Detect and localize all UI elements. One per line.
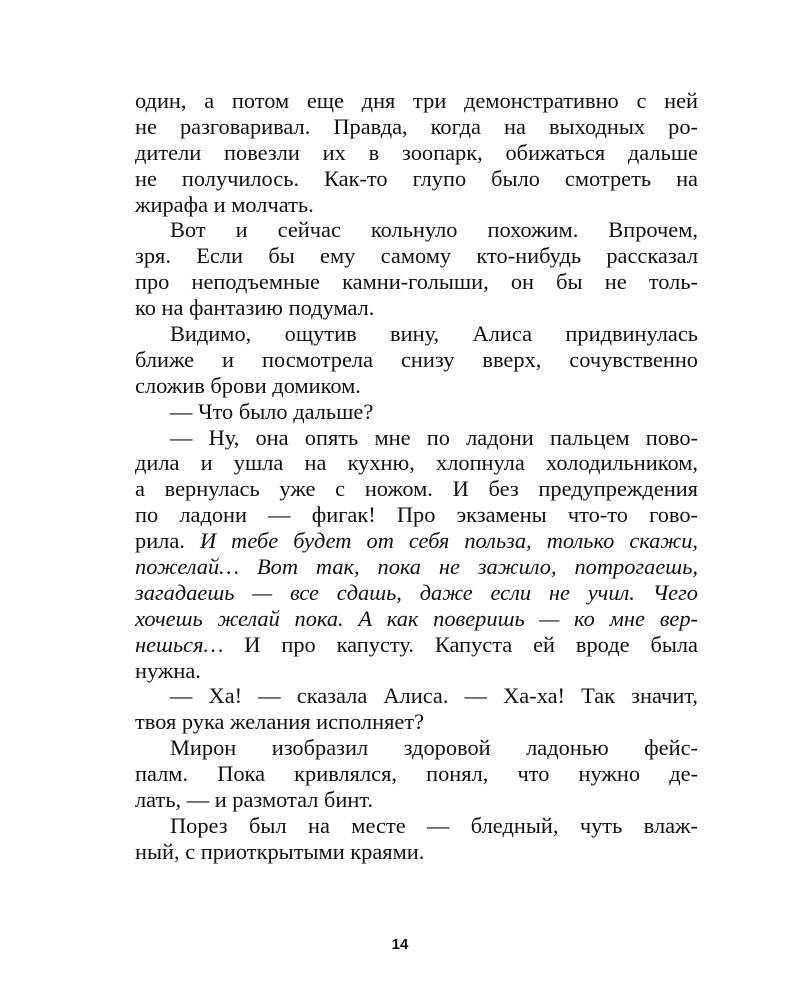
text-segment: по ладони — фигак! Про экзамены что-то гово- [135, 502, 698, 528]
text-segment: Вот и сейчас кольнуло похожим. Впрочем, [170, 217, 698, 243]
text-line [135, 269, 698, 295]
text-line [135, 709, 698, 735]
text-segment: про неподъемные камни-голыши, он бы не толь- [135, 269, 698, 295]
text-line [135, 140, 698, 166]
text-line [135, 476, 698, 502]
text-segment: — Что было дальше? [170, 398, 374, 424]
text-segment: лать, — и размотал бинт. [135, 787, 374, 813]
text-segment: зря. Если бы ему самому кто-нибудь рассказал [135, 243, 698, 269]
italic-text-segment: загадаешь — все сдашь, даже если не учил. Чего [135, 579, 698, 605]
text-segment: а вернулась уже с ножом. И без предупреждения [135, 476, 698, 502]
text-segment: палм. Пока кривлялся, понял, что нужно де- [135, 761, 698, 787]
text-segment: не получилось. Как-то глупо было смотреть на [135, 165, 698, 191]
text-segment: Видимо, ощутив вину, Алиса придвинулась [170, 321, 698, 347]
text-segment: нужна. [135, 657, 201, 683]
text-line [135, 813, 698, 839]
text-line [135, 632, 698, 658]
text-line [135, 658, 698, 684]
text-segment: жирафа и молчать. [135, 191, 314, 217]
text-segment: один, а потом еще дня три демонстративно с ней [135, 88, 698, 113]
text-line [135, 88, 698, 114]
text-line [135, 399, 698, 425]
text-line [135, 554, 698, 580]
text-line [135, 321, 698, 347]
text-line [135, 217, 698, 243]
text-line [135, 606, 698, 632]
italic-text-segment: пожелай… Вот так, пока не зажило, потрогаешь, [135, 554, 698, 580]
text-line [135, 683, 698, 709]
text-segment: ко на фантазию подумал. [135, 295, 375, 321]
text-line [135, 735, 698, 761]
text-segment: ближе и посмотрела снизу вверх, сочувственно [135, 346, 698, 372]
text-line [135, 787, 698, 813]
text-line [135, 243, 698, 269]
italic-text-segment: И тебе будет от себя польза, только скажи, [199, 528, 698, 554]
text-segment: дила и ушла на кухню, хлопнула холодильником, [135, 450, 698, 476]
text-line [135, 761, 698, 787]
text-line [135, 839, 698, 865]
text-segment: И про капусту. Капуста ей вроде была [223, 631, 698, 657]
text-segment: ный, с приоткрытыми краями. [135, 838, 425, 864]
text-segment: Мирон изобразил здоровой ладонью фейс- [170, 735, 698, 761]
text-segment: рила. [135, 528, 200, 554]
text-line [135, 528, 698, 554]
text-line [135, 192, 698, 218]
text-line [135, 502, 698, 528]
text-segment: дители повезли их в зоопарк, обижаться дальше [135, 139, 698, 165]
text-line [135, 425, 698, 451]
text-line [135, 114, 698, 140]
italic-text-segment: хочешь желай пока. А как поверишь — ко мне вер- [135, 605, 698, 631]
text-line [135, 166, 698, 192]
text-segment: сложив брови домиком. [135, 372, 361, 398]
text-line [135, 347, 698, 373]
text-line [135, 373, 698, 399]
text-line [135, 450, 698, 476]
text-segment: Порез был на месте — бледный, чуть влаж- [170, 812, 698, 838]
text-segment: не разговаривал. Правда, когда на выходных ро- [135, 113, 698, 139]
page-number: 14 [391, 936, 409, 953]
italic-text-segment: нешься… [135, 631, 224, 657]
text-segment: — Ну, она опять мне по ладони пальцем пово- [170, 424, 698, 450]
text-line [135, 295, 698, 321]
book-page-text [135, 88, 698, 865]
text-segment: — Ха! — сказала Алиса. — Ха-ха! Так значит, [170, 683, 698, 709]
text-segment: твоя рука желания исполняет? [135, 709, 425, 735]
text-line [135, 580, 698, 606]
